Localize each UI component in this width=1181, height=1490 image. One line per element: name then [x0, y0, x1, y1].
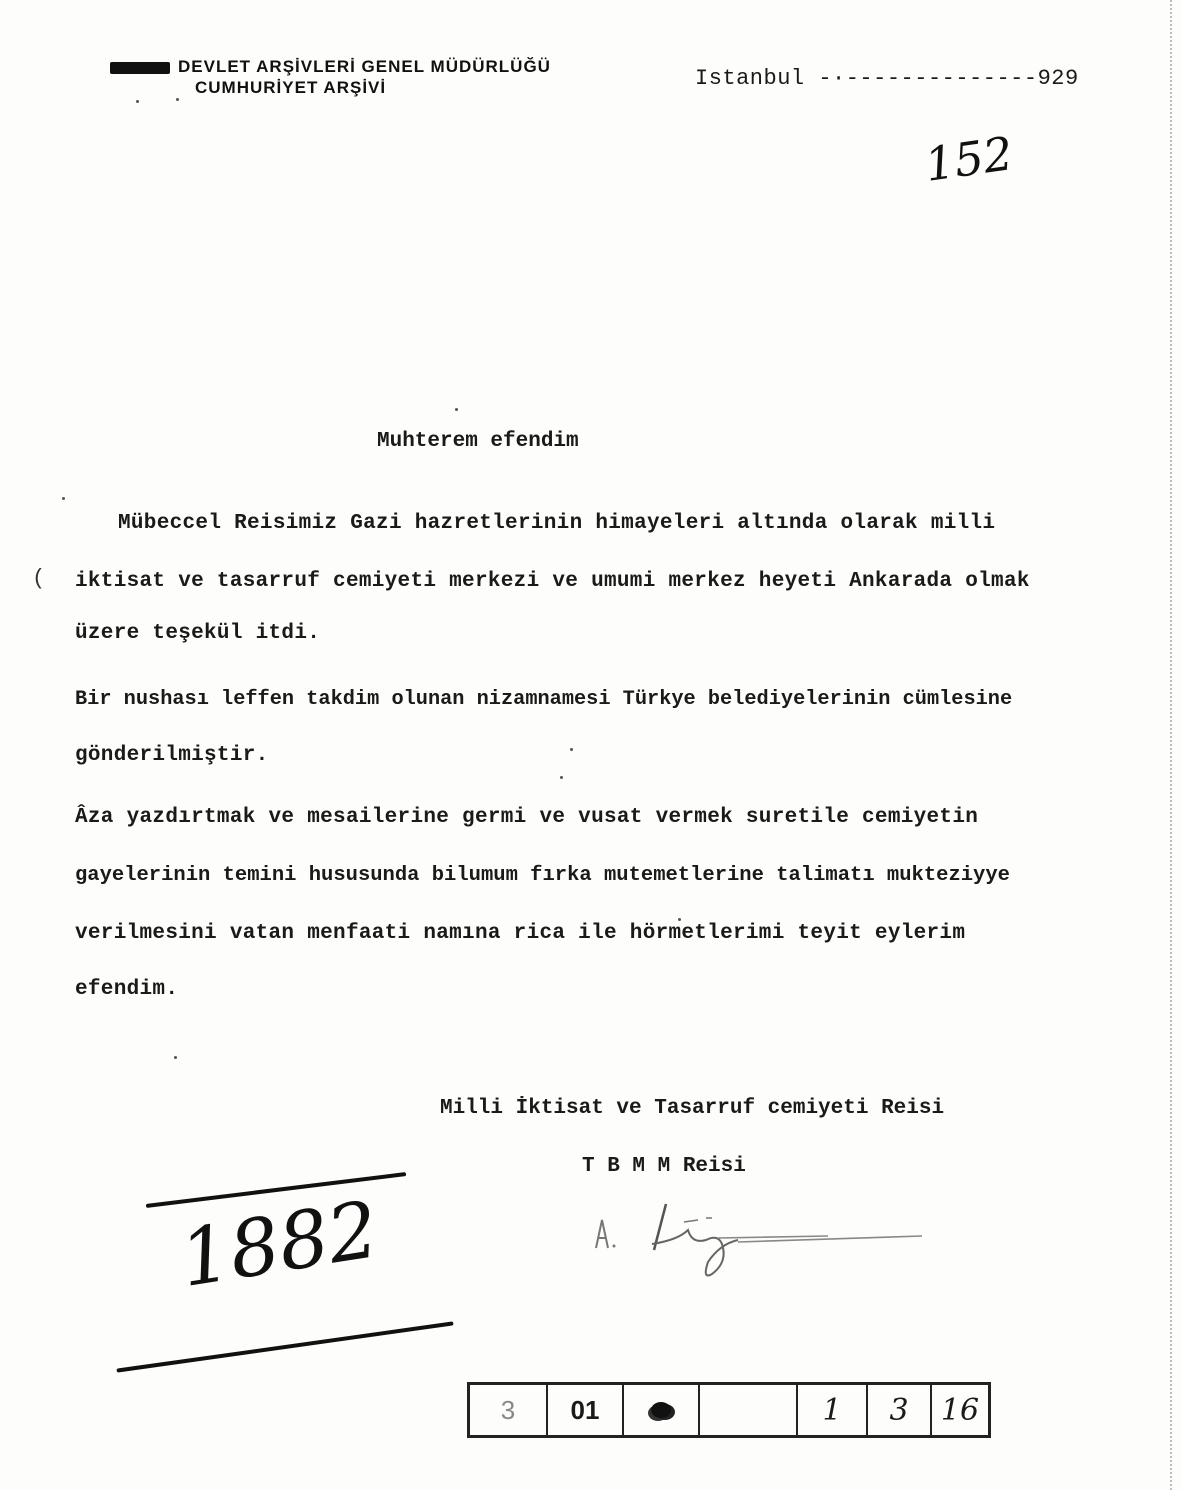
speck	[560, 776, 563, 779]
body-line: gayelerinin temini hususunda bilumum fırka mutemetlerine talimatı mukteziyye	[75, 864, 1010, 887]
salutation: Muhterem efendim	[377, 430, 579, 453]
archive-cell: 1	[798, 1385, 868, 1435]
speck	[62, 497, 65, 500]
archive-cell-blot	[624, 1385, 700, 1435]
speck	[136, 100, 139, 103]
speck	[678, 918, 681, 921]
margin-bracket: (	[32, 566, 46, 591]
speck	[176, 98, 179, 101]
speck	[455, 408, 458, 411]
archive-stamp	[110, 56, 551, 98]
redaction-blot	[110, 62, 170, 74]
signature-subtitle: T B M M Reisi	[582, 1155, 746, 1178]
body-line: efendim.	[75, 978, 179, 1001]
date-line	[695, 66, 1079, 91]
body-line: Mübeccel Reisimiz Gazi hazretlerinin himayeleri altında olarak milli	[118, 512, 996, 535]
date-year: 929	[1037, 66, 1079, 91]
archive-cell	[700, 1385, 798, 1435]
body-line: Bir nushası leffen takdim olunan nizamnamesi Türkye belediyelerinin cümlesine	[75, 688, 1013, 711]
body-line: üzere teşekül itdi.	[75, 622, 321, 645]
body-line: gönderilmiştir.	[75, 744, 269, 767]
body-line: Âza yazdırtmak ve mesailerine germi ve vusat vermek suretile cemiyetin	[75, 806, 979, 829]
speck	[570, 748, 573, 751]
date-dashes: -·--------------	[818, 66, 1038, 91]
strike-line-bottom	[116, 1321, 453, 1372]
handwritten-signature	[588, 1200, 928, 1290]
archive-cell: 01	[548, 1385, 624, 1435]
folio-number: 152	[921, 126, 1017, 192]
body-line: verilmesini vatan menfaati namına rica ile hörmetlerimi teyit eylerim	[75, 922, 966, 945]
archive-cell: 16	[940, 1392, 980, 1428]
ink-blot	[651, 1402, 671, 1418]
handwritten-document-number: 1882	[174, 1185, 385, 1305]
page-edge	[1170, 0, 1175, 1490]
archive-cell: 3	[868, 1385, 932, 1435]
signature-title: Milli İktisat ve Tasarruf cemiyeti Reisi	[440, 1097, 945, 1120]
body-line: iktisat ve tasarruf cemiyeti merkezi ve umumi merkez heyeti Ankarada olmak	[75, 570, 1030, 593]
date-city: Istanbul	[695, 66, 805, 91]
speck	[174, 1056, 177, 1059]
stamp-line-1: DEVLET ARŞİVLERİ GENEL MÜDÜRLÜĞÜ	[178, 57, 551, 76]
stamp-line-2: CUMHURİYET ARŞİVİ	[195, 78, 387, 97]
archive-cell: 3	[470, 1385, 548, 1435]
archive-reference-box	[467, 1382, 991, 1438]
